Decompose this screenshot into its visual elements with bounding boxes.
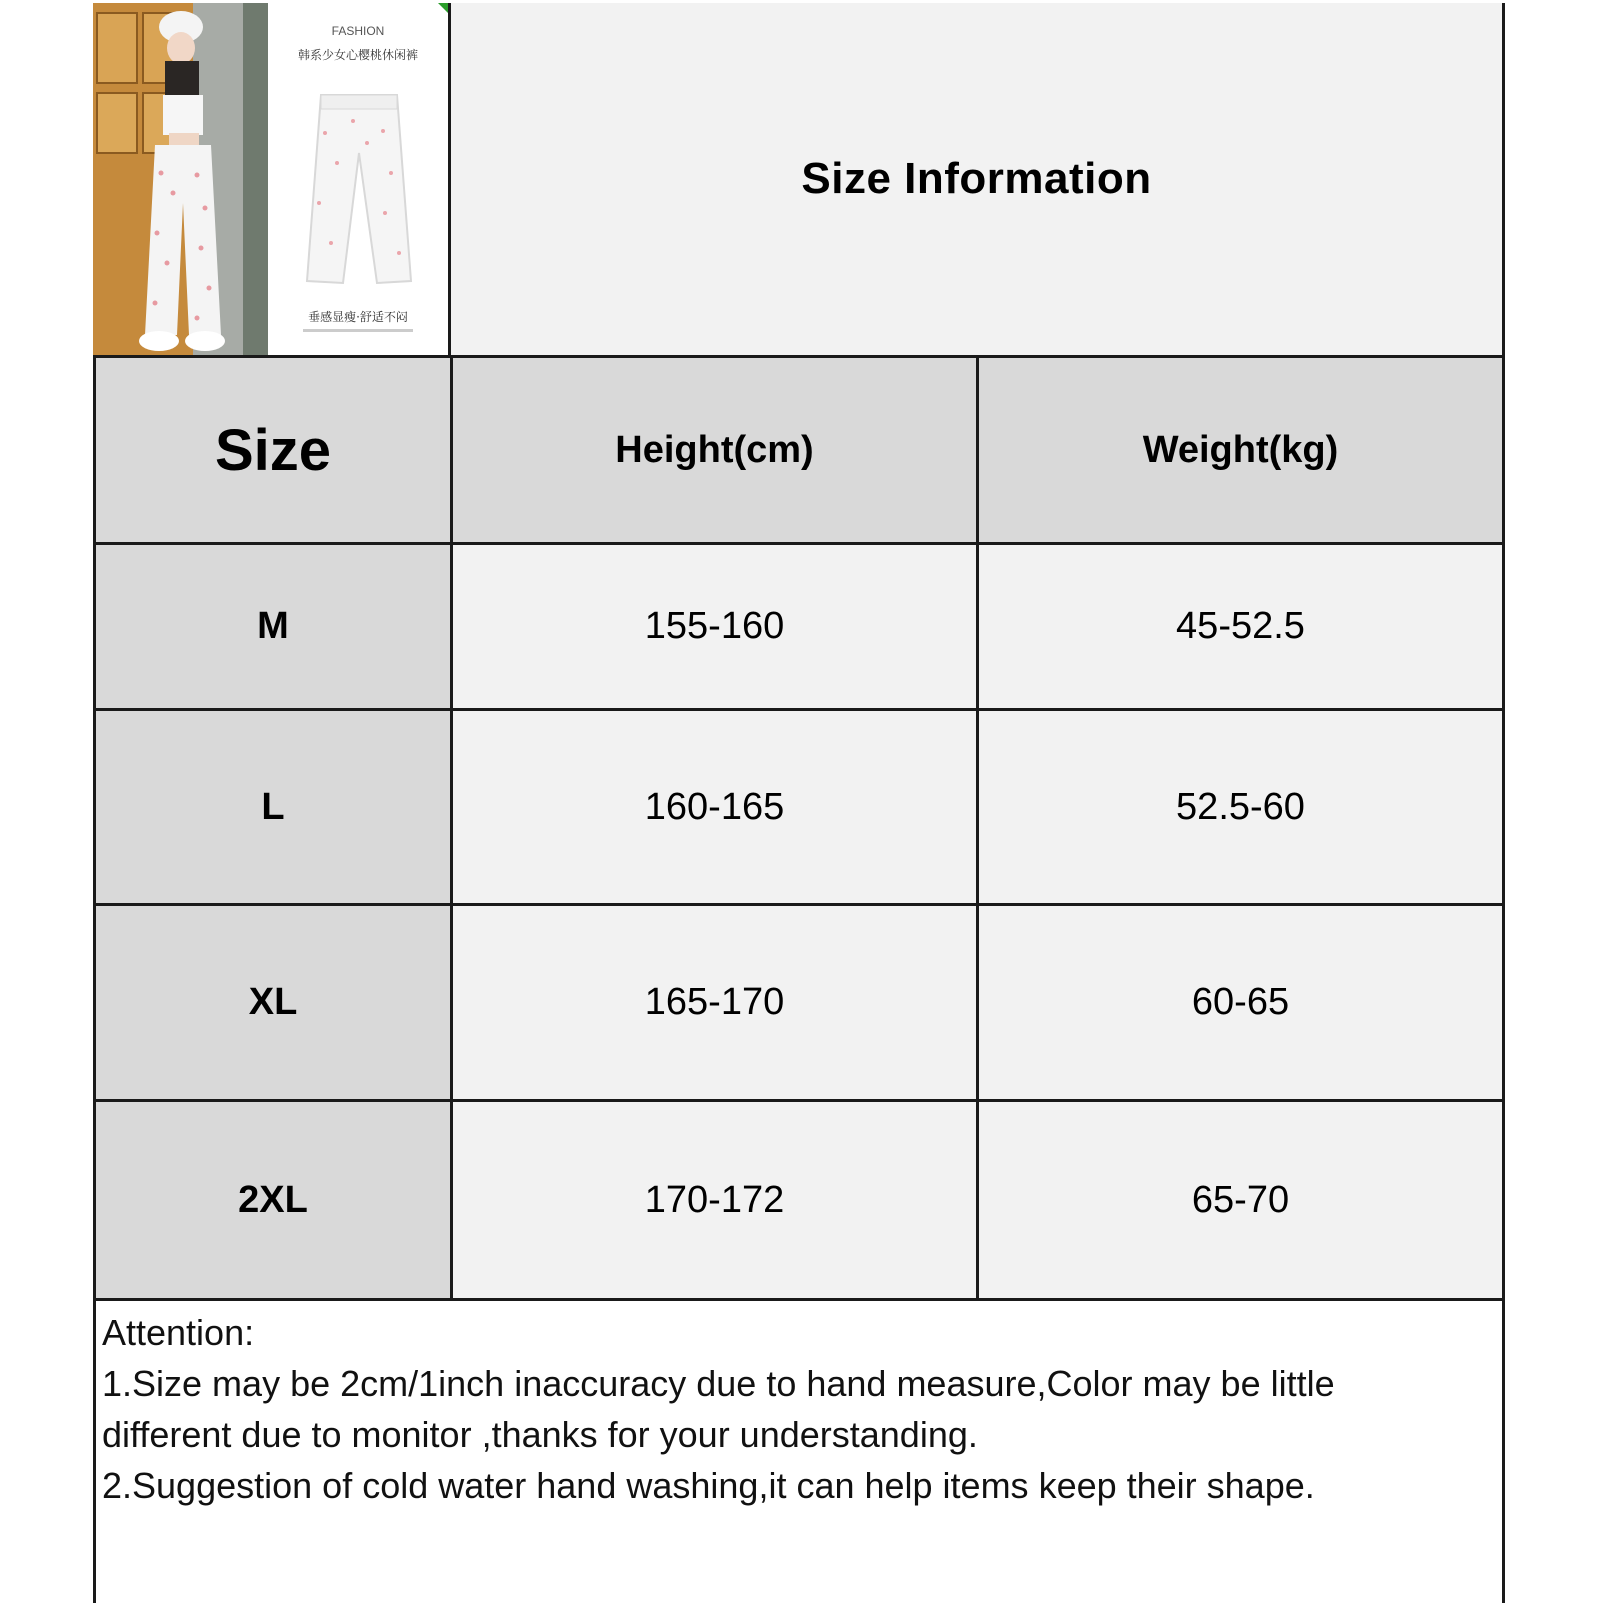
weight-value: 60-65 bbox=[1191, 981, 1290, 1023]
size-cell bbox=[93, 906, 453, 1099]
size-cell bbox=[93, 711, 453, 903]
header-cell-size bbox=[93, 358, 453, 542]
size-label: 2XL bbox=[238, 1178, 308, 1221]
product-photo-illustration bbox=[93, 3, 448, 355]
table-row bbox=[93, 708, 1505, 903]
height-value: 155-160 bbox=[644, 605, 785, 647]
attention-notes bbox=[93, 1298, 1505, 1600]
header-cell-height bbox=[453, 358, 979, 542]
height-value: 165-170 bbox=[644, 981, 785, 1023]
height-cell bbox=[453, 545, 979, 708]
weight-value: 52.5-60 bbox=[1176, 785, 1305, 828]
note-line: 1.Size may be 2cm/1inch inaccuracy due to hand measure,Color may be little bbox=[102, 1363, 1335, 1404]
size-label: L bbox=[261, 785, 285, 828]
weight-cell bbox=[979, 906, 1505, 1099]
column-header-size: Size bbox=[214, 417, 332, 483]
height-cell bbox=[453, 906, 979, 1099]
column-header-weight: Weight(kg) bbox=[1142, 428, 1339, 471]
weight-cell bbox=[979, 545, 1505, 708]
photo-sub-caption-text: 垂感显瘦·舒适不闷 bbox=[308, 310, 408, 324]
size-table bbox=[93, 355, 1505, 1298]
product-photo bbox=[93, 3, 451, 355]
size-label: XL bbox=[248, 981, 298, 1023]
height-value: 170-172 bbox=[644, 1178, 785, 1221]
column-header-height: Height(cm) bbox=[615, 428, 814, 471]
notes-heading: Attention: bbox=[102, 1312, 255, 1353]
title-cell bbox=[451, 3, 1505, 355]
weight-cell bbox=[979, 711, 1505, 903]
weight-value: 45-52.5 bbox=[1176, 605, 1305, 647]
weight-value: 65-70 bbox=[1191, 1178, 1290, 1221]
photo-caption-text: 韩系少女心樱桃休闲裤 bbox=[297, 48, 419, 62]
height-cell bbox=[453, 1102, 979, 1298]
weight-cell bbox=[979, 1102, 1505, 1298]
table-header-row bbox=[93, 355, 1505, 542]
header-cell-weight bbox=[979, 358, 1505, 542]
size-cell bbox=[93, 545, 453, 708]
note-line: different due to monitor ,thanks for your understanding. bbox=[102, 1414, 978, 1455]
table-row bbox=[93, 1099, 1505, 1298]
table-row bbox=[93, 903, 1505, 1099]
photo-brand-text: FASHION bbox=[331, 24, 385, 38]
note-line: 2.Suggestion of cold water hand washing,it can help items keep their shape. bbox=[102, 1465, 1315, 1506]
size-label: M bbox=[257, 605, 289, 647]
height-cell bbox=[453, 711, 979, 903]
table-row bbox=[93, 542, 1505, 708]
size-cell bbox=[93, 1102, 453, 1298]
page-title: Size Information bbox=[801, 154, 1152, 203]
height-value: 160-165 bbox=[644, 785, 785, 828]
